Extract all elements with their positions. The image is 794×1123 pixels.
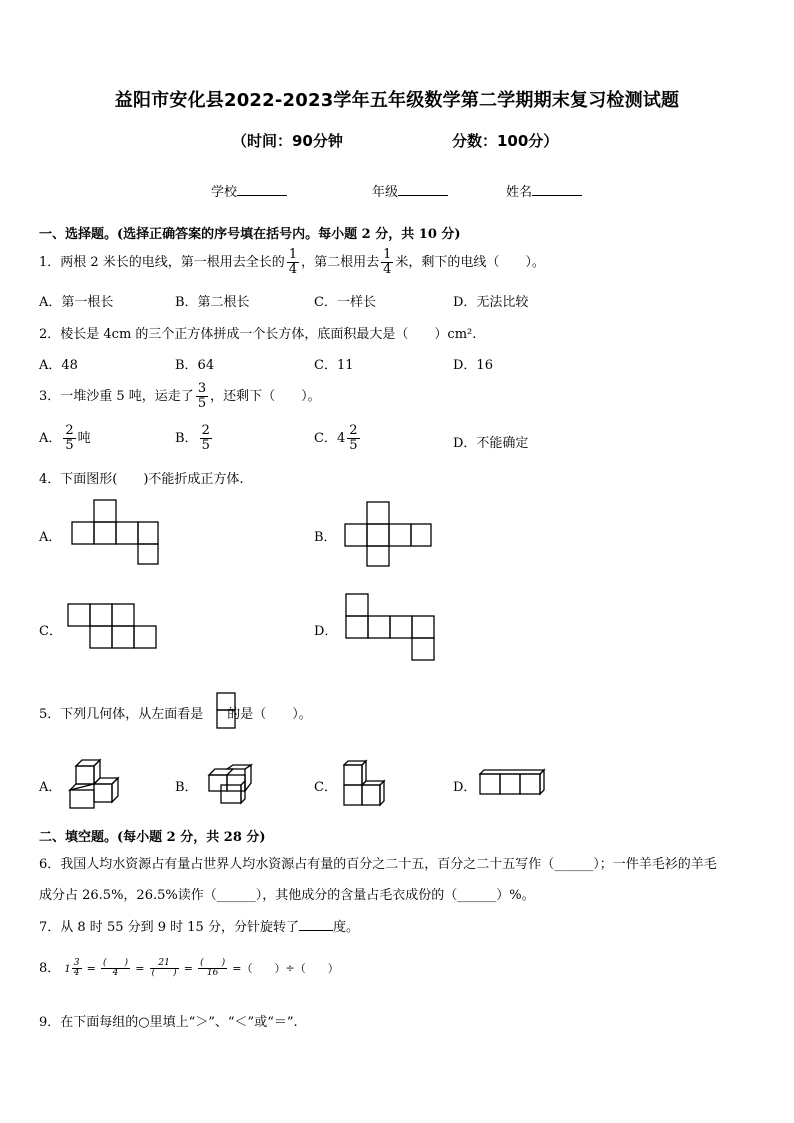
question-9: 9．在下面每组的○里填上“＞”、“＜”或“＝”.: [39, 1015, 298, 1030]
q4-option-a[interactable]: A．: [39, 530, 62, 545]
left-view-shape: [215, 691, 237, 731]
solid-d: [478, 766, 546, 798]
q4-option-d[interactable]: D．: [314, 624, 338, 639]
fraction: $\frac{2}{5}$: [65, 423, 74, 453]
solid-a: [66, 757, 124, 811]
question-5: 5．下列几何体，从左面看是 的是（ ）。: [39, 707, 312, 722]
solid-c: [340, 757, 390, 809]
time-label: （时间：90分钟: [232, 132, 343, 150]
name-label: 姓名: [506, 185, 533, 200]
q5-option-d[interactable]: D．: [453, 780, 477, 795]
q5-option-a[interactable]: A．: [39, 780, 62, 795]
question-6-line2: 成分占 26.5%，26.5%读作（______），其他成分的含量占毛衣成份的（______）%。: [39, 888, 535, 903]
question-1: 1．两根 2 米长的电线，第一根用去全长的 $\frac{1}{4}$ ，第二根用去 $\frac{1}{4}$ 米，剩下的电线（ ）。: [39, 247, 545, 277]
fraction: $\frac{1}{4}$: [288, 247, 298, 277]
question-3: 3．一堆沙重 5 吨，运走了 $\frac{3}{5}$ ，还剩下（ ）。: [39, 381, 321, 411]
q3-option-c[interactable]: C．4 $\frac{2}{5}$: [314, 423, 358, 453]
page-title: 益阳市安化县2022-2023学年五年级数学第二学期期末复习检测试题: [114, 90, 680, 111]
q1-option-c[interactable]: C．一样长: [314, 295, 376, 310]
q2-option-b[interactable]: B．64: [175, 358, 215, 373]
score-label: 分数：100分）: [452, 132, 559, 150]
question-7: 7．从 8 时 55 分到 9 时 15 分，分针旋转了 度。: [39, 920, 359, 935]
question-2: 2．棱长是 4cm 的三个正方体拼成一个长方体，底面积最大是（ ）cm².: [39, 327, 477, 342]
q1-option-b[interactable]: B．第二根长: [175, 295, 250, 310]
q3-option-a[interactable]: A． $\frac{2}{5}$ 吨: [39, 423, 91, 453]
answer-blank[interactable]: [299, 930, 333, 931]
grade-field[interactable]: [372, 181, 448, 200]
school-field[interactable]: [211, 181, 287, 200]
cube-net-b: [343, 500, 435, 570]
q4-option-c[interactable]: C．: [39, 624, 62, 639]
name-field[interactable]: [506, 181, 582, 200]
question-8: 8． 1 $\frac{3}{4}$ = $\frac{( )}{4}$ = $\frac{21}{( )}$ = $\frac{( )}{16}$ =（ ）÷（ ）: [39, 958, 339, 978]
question-6-line1: 6．我国人均水资源占有量占世界人均水资源占有量的百分之二十五，百分之二十五写作（______）；一件羊毛衫的羊毛: [39, 857, 717, 872]
cube-net-a: [70, 498, 162, 568]
fraction: $\frac{3}{5}$: [197, 381, 207, 411]
q4-option-b[interactable]: B．: [314, 530, 337, 545]
q5-option-b[interactable]: B．: [175, 780, 198, 795]
section1-heading: 一、选择题。(选择正确答案的序号填在括号内。每小题 2 分，共 10 分): [39, 227, 461, 242]
q2-option-a[interactable]: A．48: [39, 358, 78, 373]
cube-net-c: [66, 602, 162, 654]
q2-option-c[interactable]: C．11: [314, 358, 354, 373]
q3-option-d[interactable]: D．不能确定: [453, 436, 529, 451]
q5-option-c[interactable]: C．: [314, 780, 337, 795]
q1-option-a[interactable]: A．第一根长: [39, 295, 114, 310]
school-label: 学校: [211, 185, 238, 200]
fraction: $\frac{1}{4}$: [383, 247, 392, 277]
q3-option-b[interactable]: B． $\frac{2}{5}$: [175, 423, 210, 453]
q1-option-d[interactable]: D．无法比较: [453, 295, 529, 310]
fraction: $\frac{2}{5}$: [349, 423, 358, 453]
solid-b: [205, 763, 257, 807]
section2-heading: 二、填空题。(每小题 2 分，共 28 分): [39, 830, 266, 845]
cube-net-d: [344, 592, 440, 664]
question-4: 4．下面图形( )不能折成正方体.: [39, 472, 244, 487]
grade-label: 年级: [372, 185, 399, 200]
fraction: $\frac{2}{5}$: [201, 423, 210, 453]
q2-option-d[interactable]: D．16: [453, 358, 493, 373]
